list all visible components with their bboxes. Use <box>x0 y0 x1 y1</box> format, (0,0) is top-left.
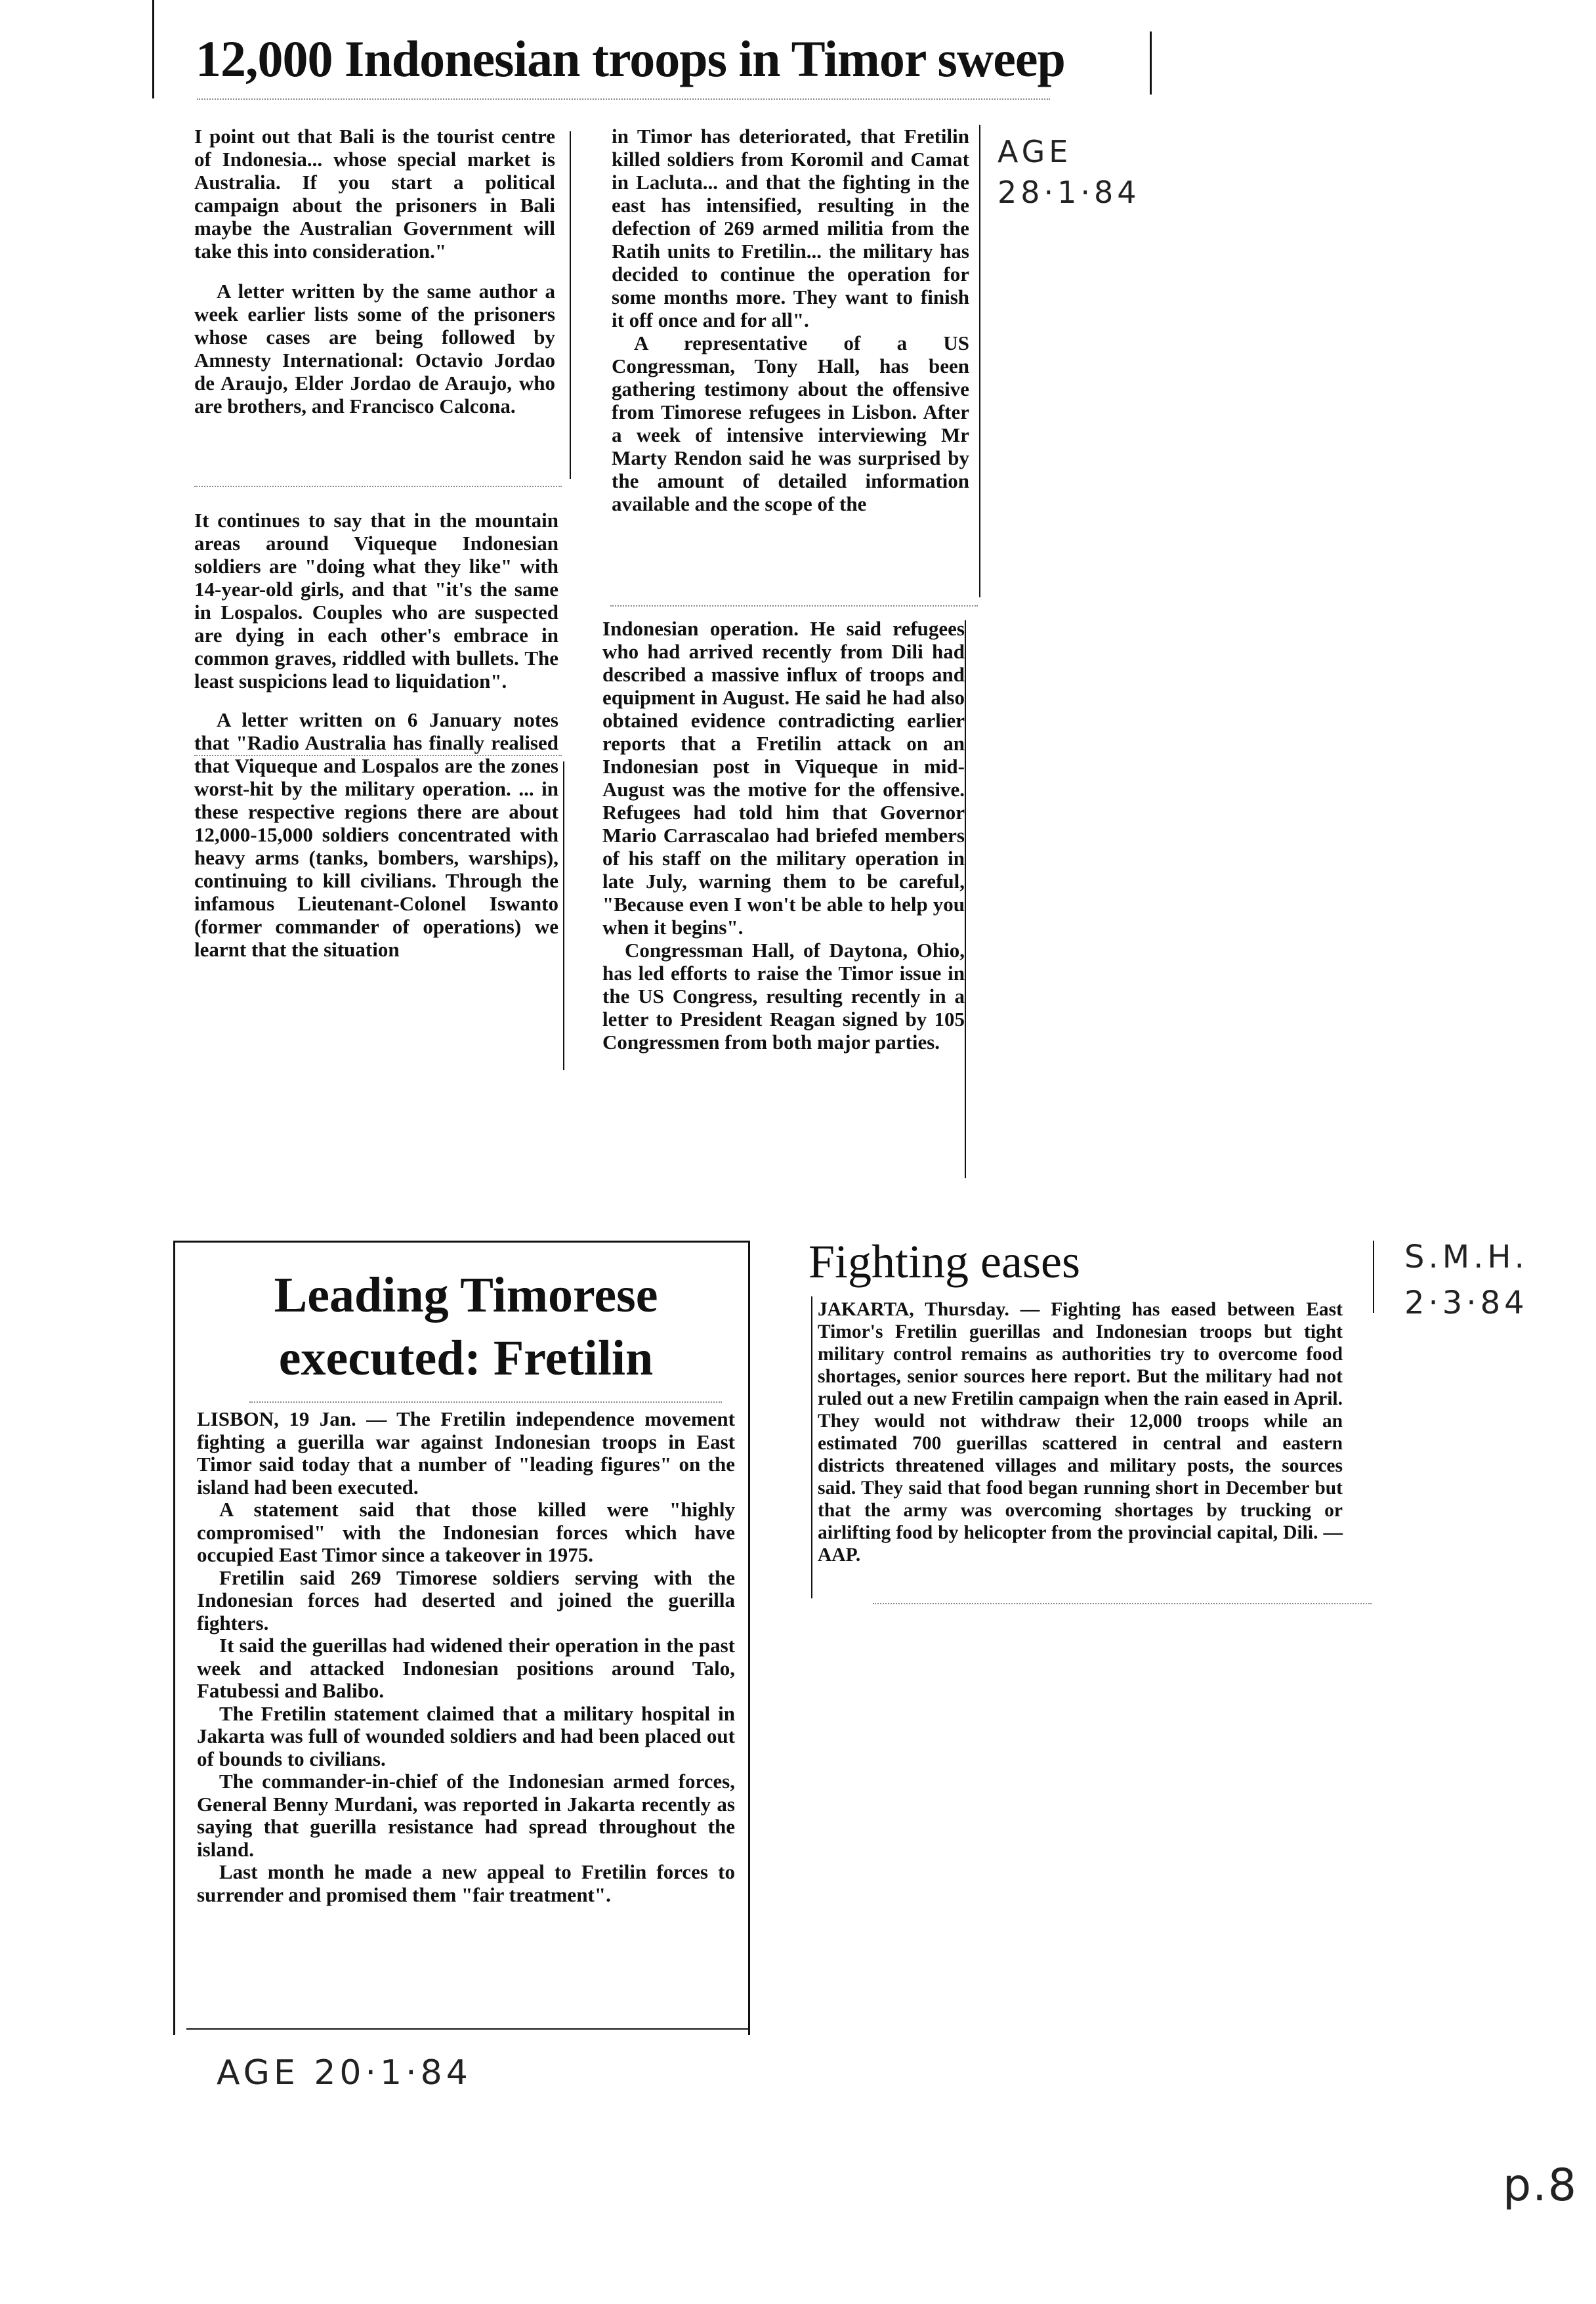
article2-paragraph: Fretilin said 269 Timorese soldiers serving with the Indonesian forces had deserted and joined the guerilla fighters. <box>197 1566 735 1634</box>
article2-headline-line1: Leading Timorese <box>274 1268 658 1323</box>
article1-headline: 12,000 Indonesian troops in Timor sweep <box>196 30 1065 87</box>
article1-col2b-paragraph: Congressman Hall, of Daytona, Ohio, has led efforts to raise the Timor issue in the US Congress, resulting recently in a letter to President Reagan signed by 105 Congressmen from both major parties. <box>602 939 965 1054</box>
article3-source-note <box>1404 1234 1575 1326</box>
article3-headline: Fighting eases <box>808 1235 1080 1288</box>
article2-source-note: AGE 20·1·84 <box>217 2053 472 2093</box>
article1-column1-bottom <box>194 509 558 961</box>
article3-body: JAKARTA, Thursday. — Fighting has eased between East Timor's Fretilin guerillas and Indonesian troops but tight military control remains as authorities try to overcome food shortages, senior sources here report. But the military had not ruled out a new Fretilin campaign when the rain eased in April. They would not withdraw their 12,000 troops while an estimated 700 guerillas scattered in central and eastern districts threatened villages and military posts, the sources said. They said that food began running short in December but that the army was overcoming shortages by trucking or airlifting food by helicopter from the provincial capital, Dili. — AAP. <box>818 1299 1343 1566</box>
article2-paragraph: It said the guerillas had widened their operation in the past week and attacked Indonesian positions around Talo, Fatubessi and Balibo. <box>197 1634 735 1702</box>
article2-paragraph: The commander-in-chief of the Indonesian armed forces, General Benny Murdani, was reported in Jakarta recently as saying that guerilla resistance had spread throughout the island. <box>197 1770 735 1861</box>
article1-column2-bottom <box>602 617 965 1054</box>
article1-col2a-paragraph: in Timor has deteriorated, that Fretilin killed soldiers from Koromil and Camat in Lacluta... and that the fighting in the east has intensified, resulting in the defection of 269 armed militia from the Ratih units to Fretilin... the military has decided to continue the operation for some months more. They want to finish it off once and for all". <box>612 125 969 331</box>
article3-source-note-line2: 2·3·84 <box>1404 1285 1528 1321</box>
article1-col1a-paragraph: A letter written by the same author a week earlier lists some of the prisoners whose cases are being followed by Amnesty International: Octavio Jordao de Araujo, Elder Jordao de Araujo, who are brothers, and Francisco Calcona. <box>194 280 555 417</box>
article2-paragraph: Last month he made a new appeal to Fretilin forces to surrender and promised them "fair treatment". <box>197 1860 735 1906</box>
article2-paragraph: LISBON, 19 Jan. — The Fretilin independence movement fighting a guerilla war against Indonesian troops in East Timor said today that a number of "leading figures" on the island had been executed. <box>197 1407 735 1499</box>
article2-paragraph: A statement said that those killed were "highly compromised" with the Indonesian forces which have occupied East Timor since a takeover in 1975. <box>197 1498 735 1566</box>
article1-col1b-paragraph: A letter written on 6 January notes that "Radio Australia has finally realised that Viqueque and Lospalos are the zones worst-hit by the military operation. ... in these respective regions there are about 12,000-15,000 soldiers concentrated with heavy arms (tanks, bombers, warships), continuing to kill civilians. Through the infamous Lieutenant-Colonel Iswanto (former commander of operations) we learnt that the situation <box>194 708 558 961</box>
article1-col1b-paragraph: It continues to say that in the mountain areas around Viqueque Indonesian soldiers are "doing what they like" with 14-year-old girls, and that "it's the same in Lospalos. Couples who are suspected are dying in each other's embrace in common graves, riddled with bullets. The least suspicions lead to liquidation". <box>194 509 558 693</box>
article3-source-note-line1: S.M.H. <box>1404 1239 1528 1275</box>
article1-col2a-paragraph: A representative of a US Congressman, Tony Hall, has been gathering testimony about the offensive from Timorese refugees in Lisbon. After a week of intensive interviewing Mr Marty Rendon said he was surprised by the amount of detailed information available and the scope of the <box>612 331 969 515</box>
article1-column1-top <box>194 125 555 417</box>
page-number: p.8 <box>1503 2160 1578 2211</box>
article1-col1a-paragraph: I point out that Bali is the tourist centre of Indonesia... whose special market is Australia. If you start a political campaign about the prisoners in Bali maybe the Australian Government will take this into consideration." <box>194 125 555 263</box>
article2-body <box>197 1408 735 1906</box>
article1-source-note: AGE 28·1·84 <box>998 134 1141 210</box>
article2-headline-line2: executed: Fretilin <box>278 1331 654 1386</box>
article2-headline <box>197 1264 735 1390</box>
article1-column2-top <box>612 125 969 515</box>
article2-paragraph: The Fretilin statement claimed that a military hospital in Jakarta was full of wounded soldiers and had been placed out of bounds to civilians. <box>197 1701 735 1770</box>
article1-col2b-paragraph: Indonesian operation. He said refugees who had arrived recently from Dili had described a massive influx of troops and equipment in August. He said he had also obtained evidence contradicting earlier reports that a Fretilin attack on an Indonesian post in Viqueque in mid-August was the motive for the offensive. Refugees had told him that Governor Mario Carrascalao had briefed members of his staff on the military operation in late July, warning them to be careful, "Because even I won't be able to help you when it begins". <box>602 617 965 939</box>
